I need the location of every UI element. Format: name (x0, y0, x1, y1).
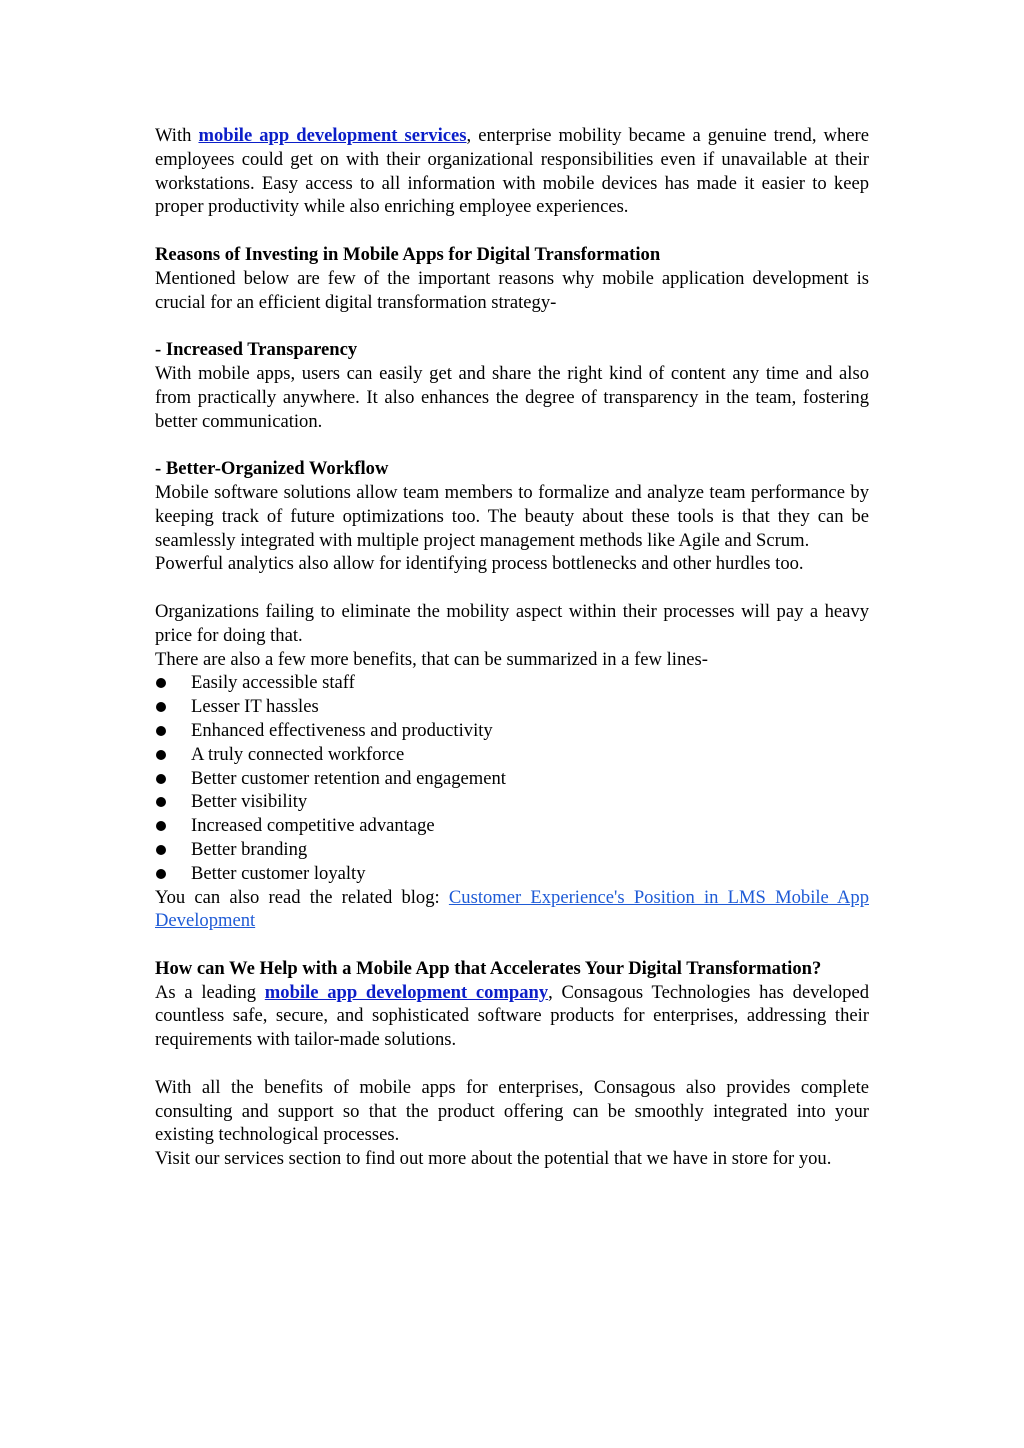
list-item: Lesser IT hassles (155, 695, 869, 719)
workflow-paragraph-1: Mobile software solutions allow team members to formalize and analyze team performance by keeping track of future optimizations too. The beauty about these tools is that they can be seamlessly integrated with multiple project management methods like Agile and Scrum. (155, 481, 869, 551)
list-item: Better customer loyalty (155, 862, 869, 886)
bullet-icon (156, 678, 166, 688)
list-item: A truly connected workforce (155, 743, 869, 767)
bullet-icon (156, 869, 166, 879)
reasons-paragraph: Mentioned below are few of the important reasons why mobile application development is crucial for an efficient digital transformation strategy- (155, 267, 869, 313)
bullet-icon (156, 774, 166, 784)
closing-paragraph-2: Visit our services section to find out more about the potential that we have in store for you. (155, 1148, 832, 1170)
list-item: Better visibility (155, 790, 869, 814)
list-item: Enhanced effectiveness and productivity (155, 719, 869, 743)
related-blog-paragraph: You can also read the related blog: Customer Experience's Position in LMS Mobile App Development (155, 886, 870, 932)
bullet-icon (156, 702, 166, 712)
closing-paragraph-1: With all the benefits of mobile apps for enterprises, Consagous also provides complete consulting and support so that the product offering can be smoothly integrated into your existing technological processes. (155, 1076, 869, 1146)
workflow-paragraph-2: Powerful analytics also allow for identifying process bottlenecks and other hurdles too. (155, 553, 804, 575)
related-blog-link[interactable]: Customer Experience's Position in LMS Mobile App Development (155, 886, 870, 932)
intro-paragraph: With mobile app development services, enterprise mobility became a genuine trend, where employees could get on with their organizational responsibilities even if unavailable at their workstations. Easy access to all information with mobile devices has made it easier to keep proper productivity while also enriching employee experiences. (155, 125, 869, 218)
bullet-icon (156, 750, 166, 760)
document-page (155, 124, 869, 1171)
list-item: Better branding (155, 838, 869, 862)
list-item: Increased competitive advantage (155, 814, 869, 838)
list-item: Easily accessible staff (155, 671, 869, 695)
transparency-heading: - Increased Transparency (155, 339, 358, 361)
mobile-app-development-services-link[interactable]: mobile app development services (198, 125, 467, 146)
help-heading: How can We Help with a Mobile App that Accelerates Your Digital Transformation? (155, 957, 822, 979)
bullet-icon (156, 726, 166, 736)
mobile-app-development-company-link[interactable]: mobile app development company (264, 981, 549, 1003)
transparency-paragraph: With mobile apps, users can easily get and share the right kind of content any time and also from practically anywhere. It also enhances the degree of transparency in the team, fostering better communication. (155, 362, 869, 432)
list-item: Better customer retention and engagement (155, 767, 869, 791)
workflow-heading: - Better-Organized Workflow (155, 458, 389, 480)
bullet-icon (156, 845, 166, 855)
organizations-paragraph: Organizations failing to eliminate the mobility aspect within their processes will pay a heavy price for doing that. (155, 600, 869, 646)
bullet-icon (156, 821, 166, 831)
benefits-list (155, 671, 869, 885)
help-paragraph: As a leading mobile app development company, Consagous Technologies has developed countless safe, secure, and sophisticated software products for enterprises, addressing their requirements with tailor-made solutions. (155, 981, 870, 1051)
reasons-heading: Reasons of Investing in Mobile Apps for Digital Transformation (155, 243, 661, 265)
benefits-intro-paragraph: There are also a few more benefits, that can be summarized in a few lines- (155, 648, 708, 670)
bullet-icon (156, 797, 166, 807)
